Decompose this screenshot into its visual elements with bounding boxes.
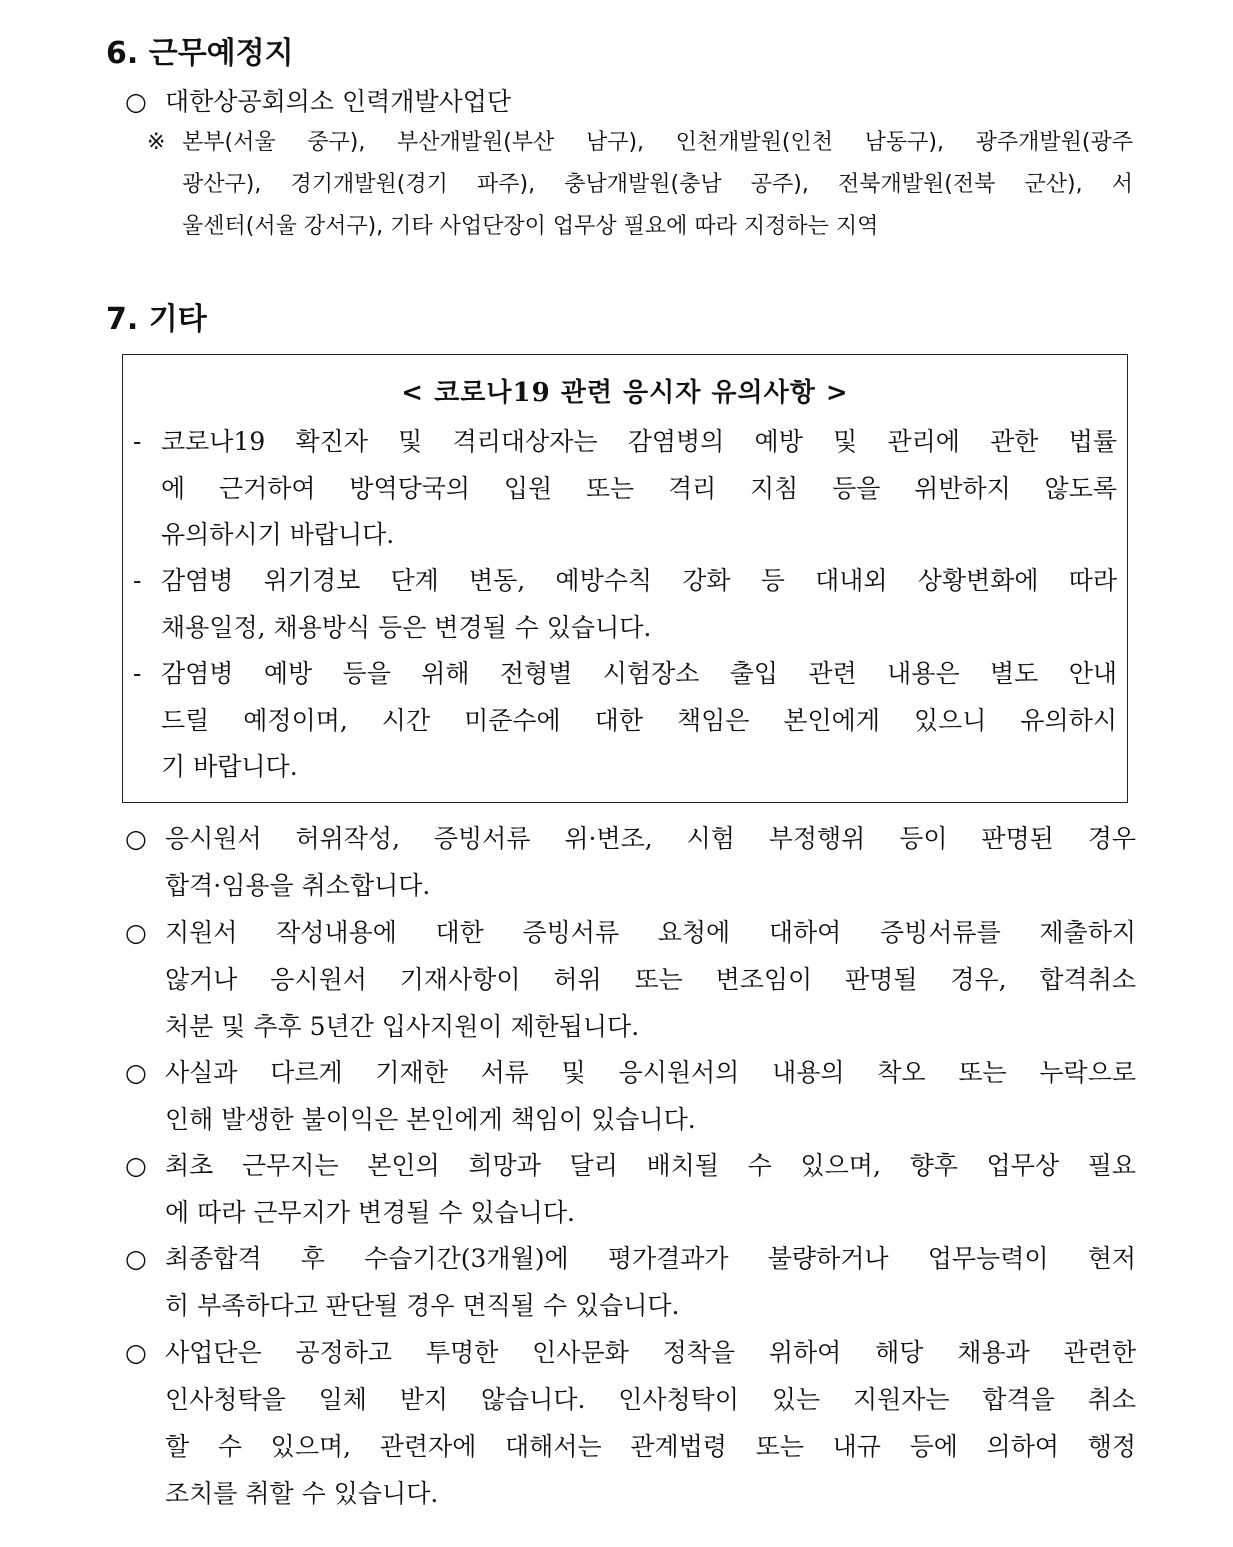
item-line: 처분 및 추후 5년간 입사지원이 제한됩니다. [165,1012,640,1041]
dash-bullet-icon: - [133,659,142,688]
item-line: 합격·임용을 취소합니다. [165,871,431,900]
item-line: 않거나 응시원서 기재사항이 허위 또는 변조임이 판명될 경우, 합격취소 [165,965,1136,994]
item-line: 응시원서 허위작성, 증빙서류 위·변조, 시험 부정행위 등이 판명된 경우 [165,824,1136,853]
item-line: 인사청탁을 일체 받지 않습니다. 인사청탁이 있는 지원자는 합격을 취소 [165,1385,1136,1414]
circle-bullet-icon: ○ [125,918,147,947]
notice-bullet-item [125,1235,1136,1329]
covid-notice-item [133,419,1117,559]
notice-bullet-item [125,909,1136,1050]
item-line: 인해 발생한 불이익은 본인에게 책임이 있습니다. [165,1105,696,1134]
section-6-bullet [125,86,511,118]
notice-line: 드릴 예정이며, 시간 미준수에 대한 책임은 본인에게 있으니 유의하시 [161,705,1117,735]
note-line: 본부(서울 중구), 부산개발원(부산 남구), 인천개발원(인천 남동구), 광주개발원(광주 [182,130,1133,155]
covid-notice-item [133,651,1117,791]
circle-bullet-icon: ○ [125,824,147,853]
item-line: 사업단은 공정하고 투명한 인사문화 정착을 위하여 해당 채용과 관련한 [165,1338,1136,1367]
covid-notice-item [133,558,1117,651]
item-line: 최종합격 후 수습기간(3개월)에 평가결과가 불량하거나 업무능력이 현저 [165,1244,1136,1273]
note-line: 광산구), 경기개발원(경기 파주), 충남개발원(충남 공주), 전북개발원(전북 군산), 서 [182,172,1133,197]
item-line: 최초 근무지는 본인의 희망과 달리 배치될 수 있으며, 향후 업무상 필요 [165,1151,1136,1180]
circle-bullet-icon: ○ [125,87,147,116]
item-line: 에 따라 근무지가 변경될 수 있습니다. [165,1198,575,1227]
circle-bullet-icon: ○ [125,1338,147,1367]
section-6-heading: 6. 근무예정지 [106,36,294,71]
notice-line: 감염병 위기경보 단계 변동, 예방수칙 강화 등 대내외 상황변화에 따라 [161,566,1117,595]
notice-bullet-item [125,1329,1136,1517]
section-6-bullet-text: 대한상공회의소 인력개발사업단 [165,87,512,116]
item-line: 조치를 취할 수 있습니다. [165,1479,439,1508]
item-line: 히 부족하다고 판단될 경우 면직될 수 있습니다. [165,1291,680,1320]
circle-bullet-icon: ○ [125,1244,147,1273]
item-line: 사실과 다르게 기재한 서류 및 응시원서의 내용의 착오 또는 누락으로 [165,1058,1136,1087]
notice-bullet-item [125,1049,1136,1143]
notice-bullet-item [125,1142,1136,1236]
notice-line: 코로나19 확진자 및 격리대상자는 감염병의 예방 및 관리에 관한 법률 [161,427,1117,456]
notice-bullet-item [125,815,1136,909]
notice-line: 에 근거하여 방역당국의 입원 또는 격리 지침 등을 위반하지 않도록 [161,473,1117,503]
section-6-note [147,122,1133,248]
notice-line: 기 바랍니다. [161,752,298,781]
notice-line: 채용일정, 채용방식 등은 변경될 수 있습니다. [161,612,652,642]
covid-notice-box [122,354,1128,803]
item-line: 지원서 작성내용에 대한 증빙서류 요청에 대하여 증빙서류를 제출하지 [165,918,1136,947]
notice-line: 유의하시기 바랍니다. [161,520,395,549]
dash-bullet-icon: - [133,427,142,456]
circle-bullet-icon: ○ [125,1151,147,1180]
note-line: 울센터(서울 강서구), 기타 사업단장이 업무상 필요에 따라 지정하는 지역 [182,214,879,239]
circle-bullet-icon: ○ [125,1058,147,1087]
dash-bullet-icon: - [133,566,142,595]
covid-notice-title: < 코로나19 관련 응시자 유의사항 > [401,378,849,408]
section-7-heading: 7. 기타 [106,302,207,337]
reference-mark-icon: ※ [147,130,166,155]
notice-line: 감염병 예방 등을 위해 전형별 시험장소 출입 관련 내용은 별도 안내 [161,659,1117,688]
item-line: 할 수 있으며, 관련자에 대해서는 관계법령 또는 내규 등에 의하여 행정 [165,1432,1136,1461]
